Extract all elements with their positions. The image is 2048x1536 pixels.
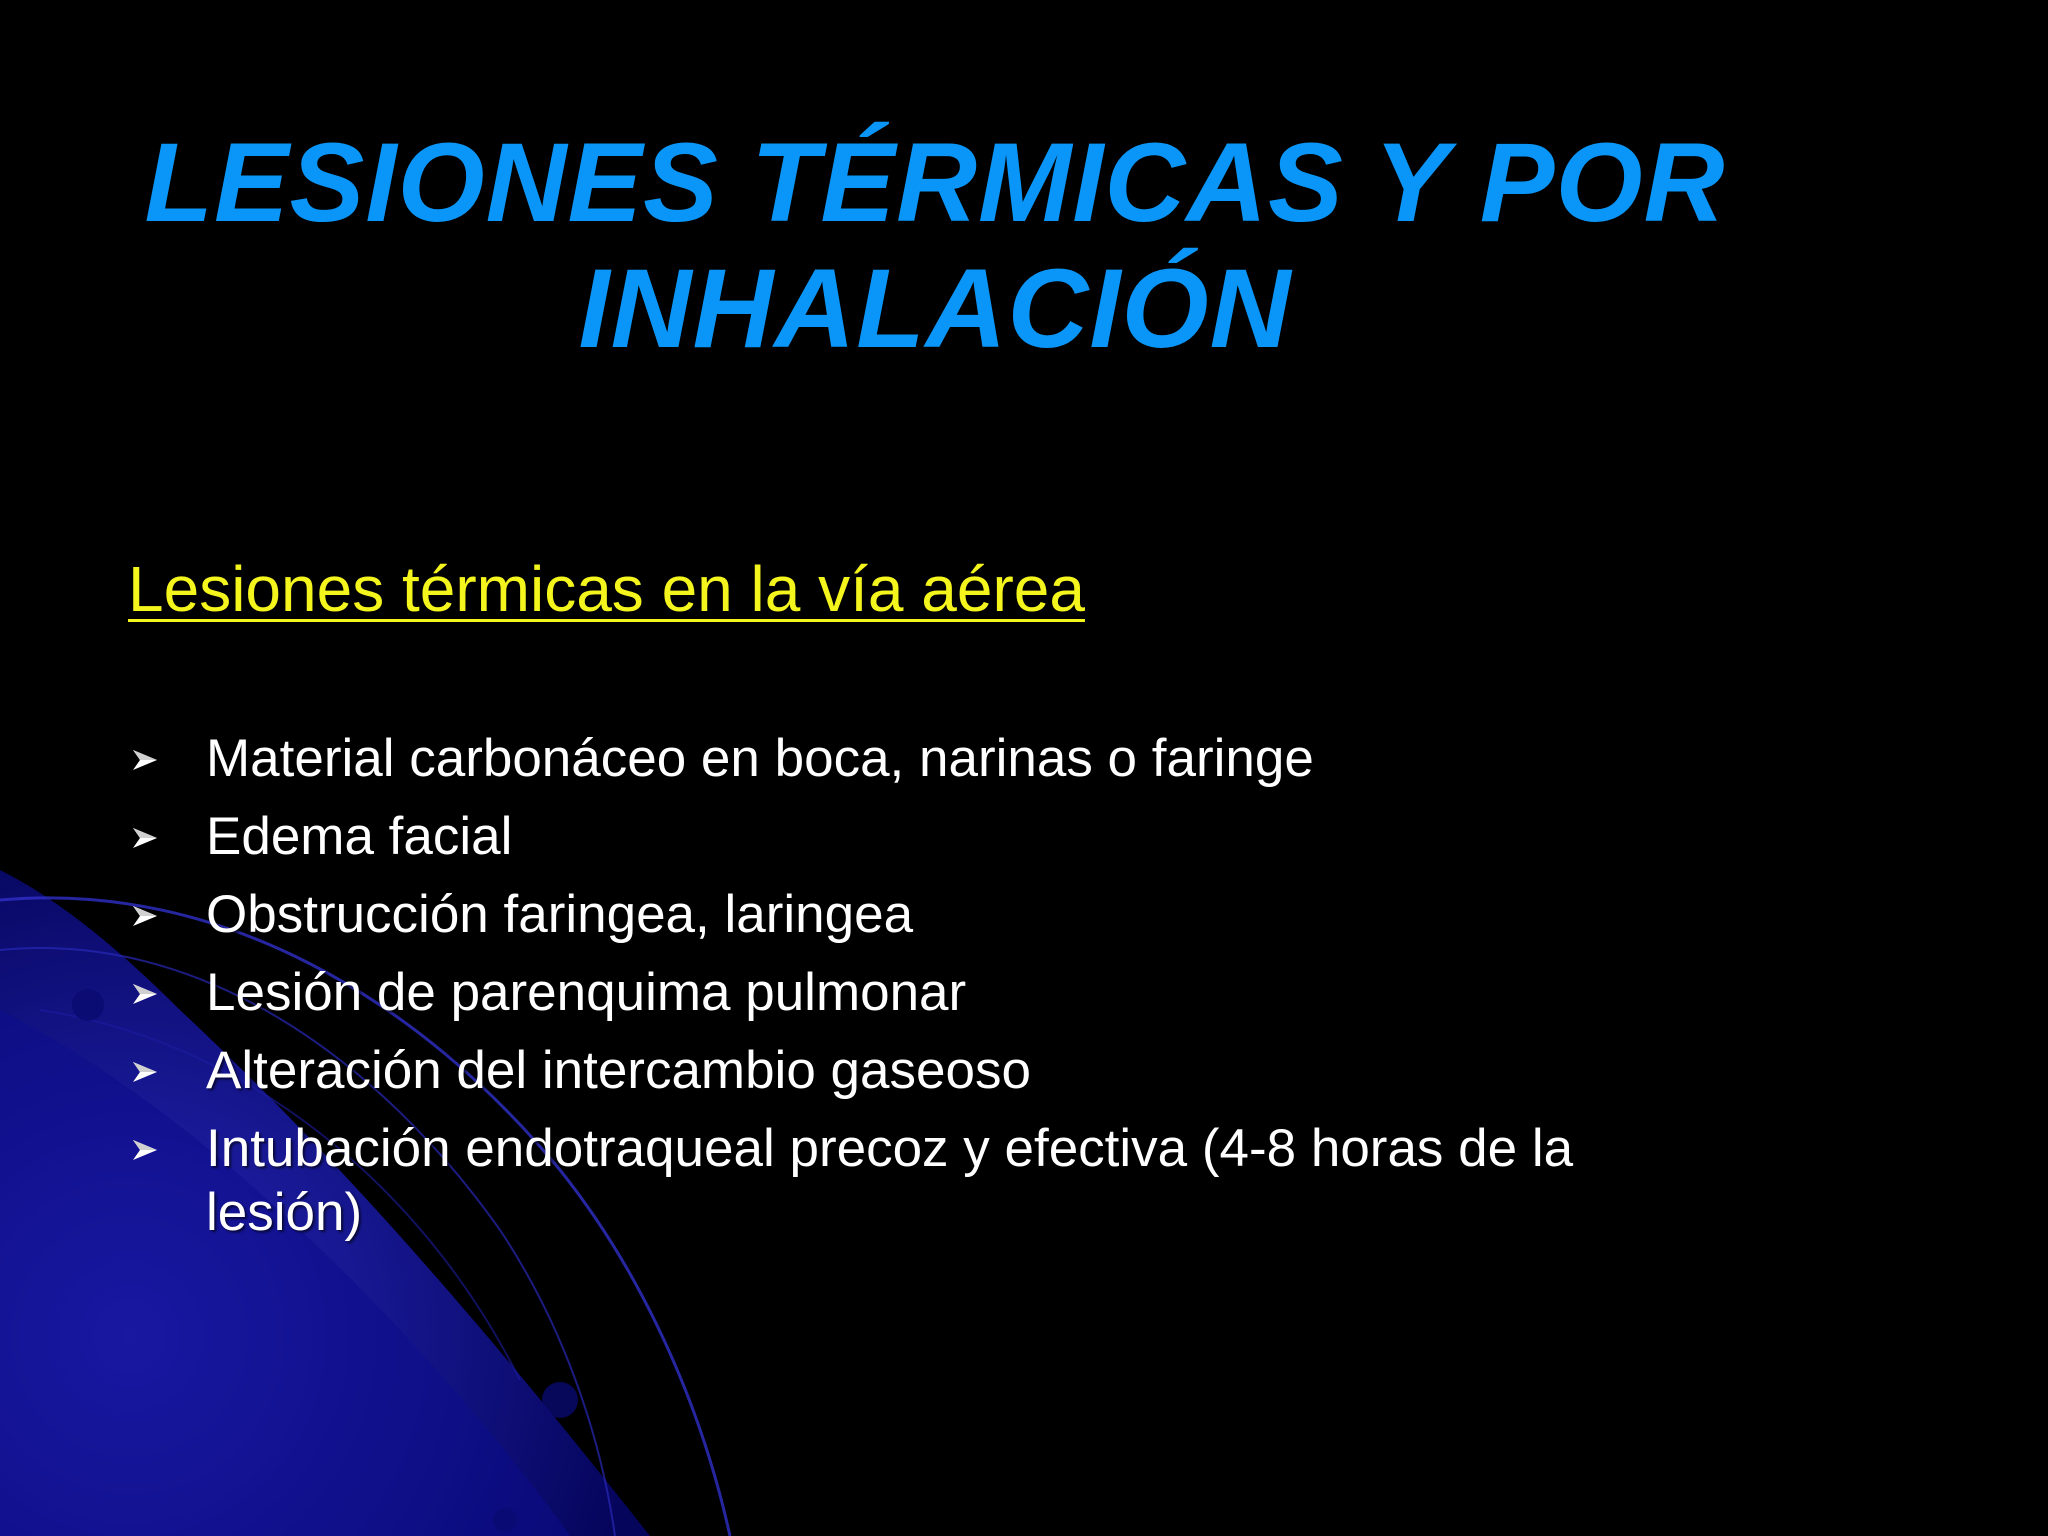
- arrowhead-icon: [132, 749, 158, 771]
- bullet-text: Alteración del intercambio gaseoso: [206, 1041, 1031, 1100]
- slide-title: [0, 120, 1870, 372]
- arrowhead-icon: [132, 905, 158, 927]
- bullet-list: [128, 727, 1728, 1259]
- arrowhead-icon: [132, 1139, 158, 1161]
- slide-title-line-1: LESIONES TÉRMICAS Y POR: [144, 120, 1726, 245]
- bullet-text: Lesión de parenquima pulmonar: [206, 963, 967, 1022]
- bullet-text: Obstrucción faringea, laringea: [206, 885, 914, 944]
- bullet-item: [128, 1039, 1728, 1103]
- bullet-item: [128, 805, 1728, 869]
- bullet-text: Edema facial: [206, 807, 513, 866]
- section-subtitle: Lesiones térmicas en la vía aérea: [128, 553, 1085, 625]
- arrowhead-icon: [132, 1061, 158, 1083]
- bullet-text: Intubación endotraqueal precoz y efectiva (4-8 horas de la lesión): [206, 1119, 1574, 1242]
- slide-title-line-2: INHALACIÓN: [578, 246, 1292, 371]
- bullet-item: [128, 883, 1728, 947]
- bullet-item: [128, 727, 1728, 791]
- arrowhead-icon: [132, 827, 158, 849]
- arrowhead-icon: [132, 983, 158, 1005]
- bullet-item: [128, 1117, 1728, 1245]
- bullet-text: Material carbonáceo en boca, narinas o faringe: [206, 729, 1314, 788]
- bullet-item: [128, 961, 1728, 1025]
